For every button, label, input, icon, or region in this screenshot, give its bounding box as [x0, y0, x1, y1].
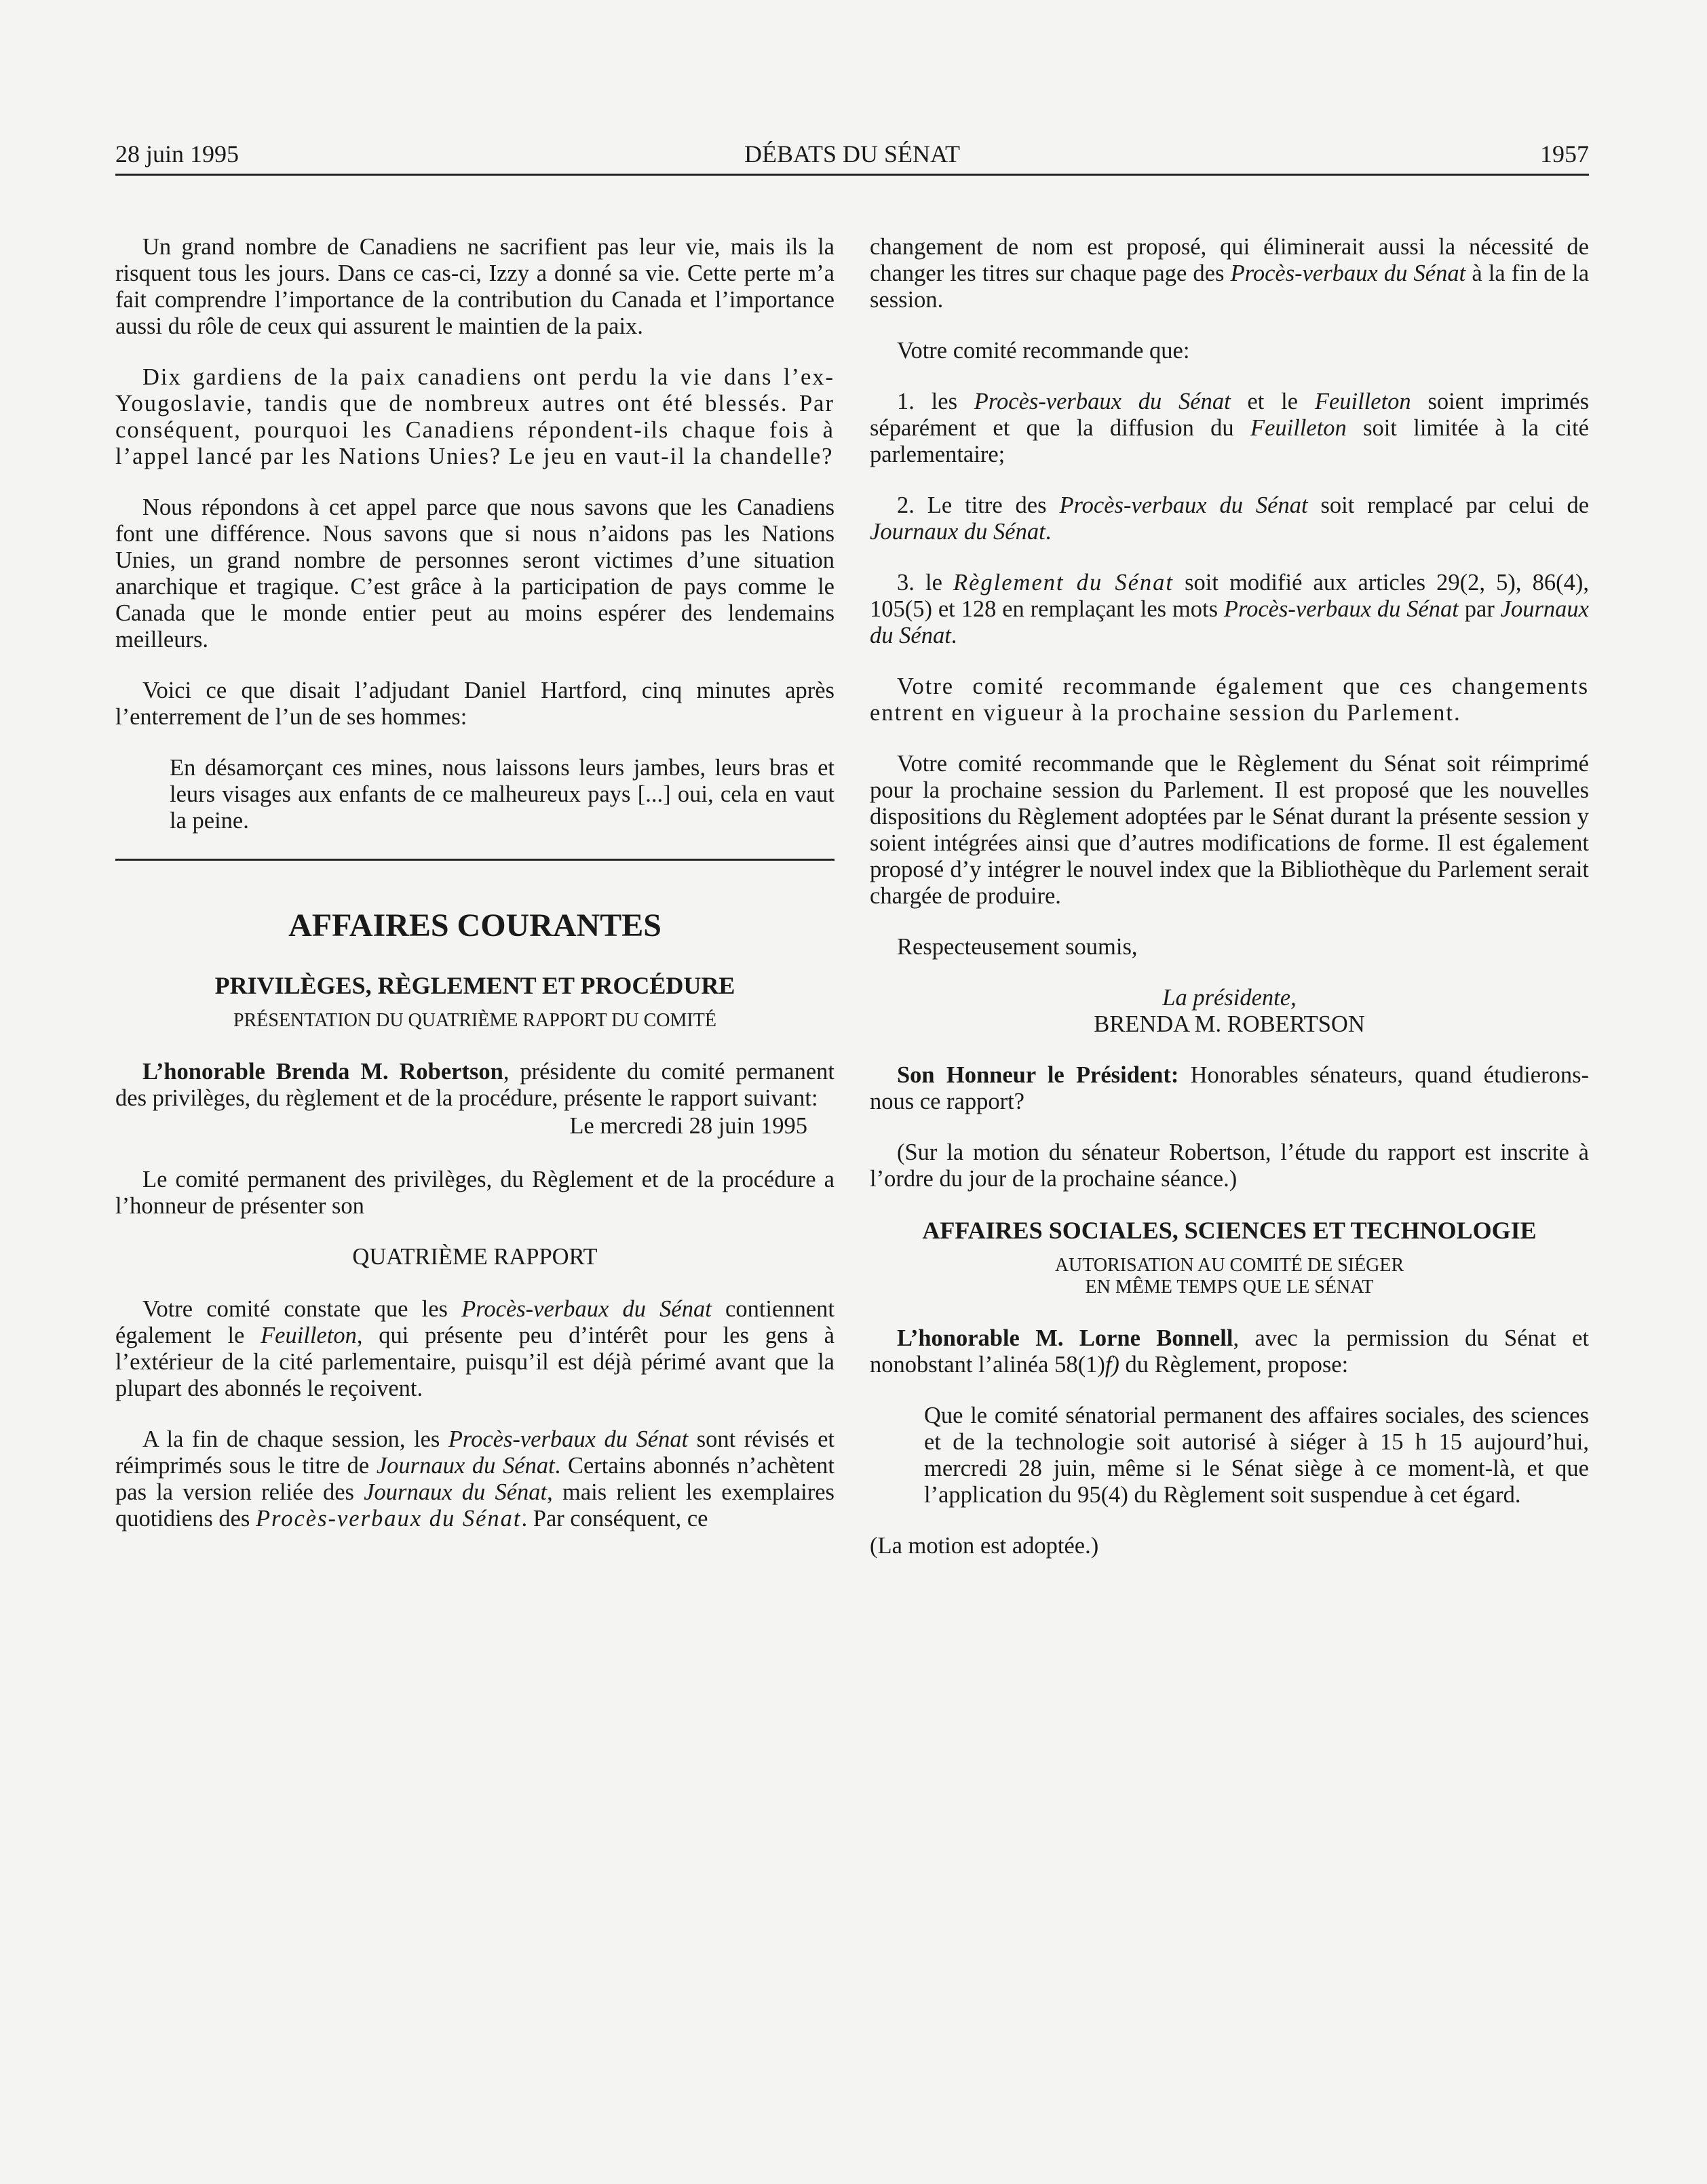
section-title: AFFAIRES COURANTES — [288, 908, 661, 943]
report-date: Le mercredi 28 juin 1995 — [569, 1113, 807, 1139]
subsection-title: PRIVILÈGES, RÈGLEMENT ET PROCÉDURE — [214, 972, 735, 999]
paragraph: Nous répondons à cet appel parce que nous savons que les Canadiens font une différence. Nous savons que si nous n’aidons pas les Nations Unies, un grand nombre de personnes seront victimes d’une situation anarchique et tragique. C’est grâce à la participation de pays comme le Canada que le monde entier peut au moins espérer des lendemains meilleurs. — [115, 494, 835, 652]
speaker-name: L’honorable M. Lorne Bonnell — [897, 1325, 1233, 1351]
paragraph: Le comité permanent des privilèges, du Règlement et de la procédure a l’honneur de présenter son — [115, 1167, 835, 1219]
list-item: 2. Le titre des Procès-verbaux du Sénat soit remplacé par celui de Journaux du Sénat. — [870, 492, 1590, 545]
header-title: DÉBATS DU SÉNAT — [744, 140, 961, 168]
paragraph: Un grand nombre de Canadiens ne sacrifient pas leur vie, mais ils la risquent tous les jours. Dans ce cas-ci, Izzy a donné sa vie. Cette perte m’a fait comprendre l’importance de la contribution du Canada et l’importance aussi du rôle de ceux qui assurent le maintien de la paix. — [115, 234, 835, 339]
paragraph: Votre comité constate que les Procès-verbaux du Sénat contiennent également le Feuilleton, qui présente peu d’intérêt pour les gens à l’extérieur de la cité parlementaire, puisqu’il est déjà périmé avant que la plupart des abonnés le reçoivent. — [115, 1296, 835, 1401]
paragraph: (La motion est adoptée.) — [870, 1533, 1099, 1559]
header-date: 28 juin 1995 — [115, 140, 239, 168]
paragraph: Dix gardiens de la paix canadiens ont perdu la vie dans l’ex-Yougoslavie, tandis que de nombreux autres ont été blessés. Par conséquent, pourquoi les Canadiens répondent-ils chaque fois à l’appel lancé par les Nations Unies? Le jeu en vaut-il la chandelle? — [115, 364, 835, 469]
paragraph: Son Honneur le Président: Honorables sénateurs, quand étudierons-nous ce rapport? — [870, 1062, 1589, 1114]
list-item: 3. le Règlement du Sénat soit modifié aux articles 29(2, 5), 86(4), 105(5) et 128 en remplaçant les mots Procès-verbaux du Sénat par Journaux du Sénat. — [870, 570, 1589, 648]
speaker-name: L’honorable Brenda M. Robertson — [142, 1059, 503, 1085]
block-quote: En désamorçant ces mines, nous laissons leurs jambes, leurs bras et leurs visages aux enfants de ce malheureux pays [...] oui, cela en vaut la peine. — [170, 755, 835, 834]
subsection-note: AUTORISATION AU COMITÉ DE SIÉGER EN MÊME TEMPS QUE LE SÉNAT — [1054, 1255, 1404, 1298]
paragraph: (Sur la motion du sénateur Robertson, l’étude du rapport est inscrite à l’ordre du jour de la prochaine séance.) — [870, 1139, 1589, 1192]
block-quote: Que le comité sénatorial permanent des affaires sociales, des sciences et de la technologie soit autorisé à siéger à 15 h 15 aujourd’hui, mercredi 28 juin, même si le Sénat siège à ce moment-là, et que l’application du 95(4) du Règlement soit suspendue à cet égard. — [924, 1403, 1589, 1508]
paragraph: A la fin de chaque session, les Procès-verbaux du Sénat sont révisés et réimprimés sous le titre de Journaux du Sénat. Certains abonnés n’achètent pas la version reliée des Journaux du Sénat, mais relient les exemplaires quotidiens des Procès-verbaux du Sénat. Par conséquent, ce — [115, 1426, 835, 1532]
paragraph: L’honorable Brenda M. Robertson, présidente du comité permanent des privilèges, du règlement et de la procédure, présente le rapport suivant: — [115, 1059, 835, 1111]
signature-name: BRENDA M. ROBERTSON — [1094, 1011, 1365, 1037]
paragraph: Votre comité recommande également que ces changements entrent en vigueur à la prochaine session du Parlement. — [870, 674, 1589, 726]
signature-block — [870, 985, 1589, 1038]
right-column — [870, 234, 1589, 1584]
section-divider — [115, 859, 835, 861]
signature-role: La présidente, — [1162, 985, 1297, 1011]
paragraph: Votre comité recommande que le Règlement du Sénat soit réimprimé pour la prochaine session du Parlement. Il est proposé que les nouvelles dispositions du Règlement adoptées par le Sénat durant la présente session y soient intégrées ainsi que d’autres modifications de forme. Il est également proposé d’y intégrer le nouvel index que la Bibliothèque du Parlement serait chargée de produire. — [870, 751, 1589, 909]
paragraph: changement de nom est proposé, qui éliminerait aussi la nécessité de changer les titres sur chaque page des Procès-verbaux du Sénat à la fin de la session. — [870, 234, 1590, 313]
left-column — [115, 234, 835, 1557]
report-title: QUATRIÈME RAPPORT — [352, 1244, 598, 1270]
paragraph: L’honorable M. Lorne Bonnell, avec la permission du Sénat et nonobstant l’alinéa 58(1)f) du Règlement, propose: — [870, 1325, 1589, 1378]
page-header — [115, 134, 1589, 176]
subsection-title: AFFAIRES SOCIALES, SCIENCES ET TECHNOLOGIE — [922, 1217, 1537, 1244]
subsection-note: PRÉSENTATION DU QUATRIÈME RAPPORT DU COMITÉ — [233, 1010, 716, 1031]
speaker-name: Son Honneur le Président: — [897, 1062, 1179, 1088]
page-number: 1957 — [1540, 140, 1589, 168]
paragraph: Votre comité recommande que: — [897, 338, 1190, 364]
paragraph: Respecteusement soumis, — [897, 934, 1138, 960]
list-item: 1. les Procès-verbaux du Sénat et le Feuilleton soient imprimés séparément et que la diffusion du Feuilleton soit limitée à la cité parlementaire; — [870, 389, 1589, 467]
paragraph: Voici ce que disait l’adjudant Daniel Hartford, cinq minutes après l’enterrement de l’un de ses hommes: — [115, 678, 835, 730]
